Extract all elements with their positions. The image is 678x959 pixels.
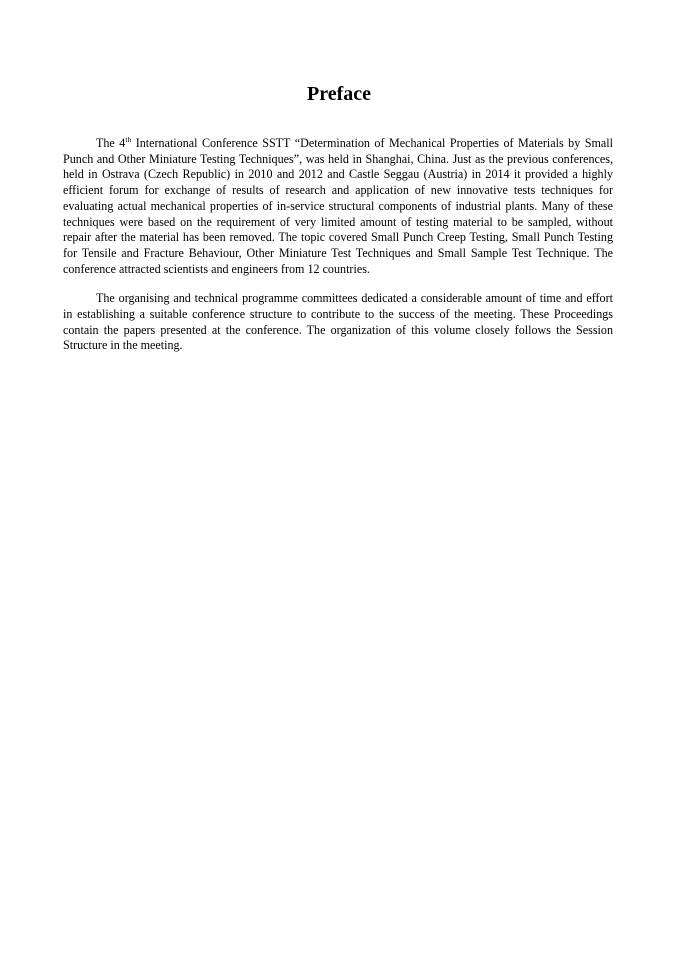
paragraph-intro-start: The 4 <box>96 136 126 150</box>
preface-body <box>63 136 613 368</box>
paragraph-intro-rest: International Conference SSTT “Determination of Mechanical Properties of Materials by Small Punch and Other Miniature Testing Techniques”, was held in Shanghai, China. Just as the previous conferences, held in Ostrava (Czech Republic) in 2010 and 2012 and Castle Seggau (Austria) in 2014 it provided a highly efficient forum for exchange of results of research and application of new innovative tests techniques for evaluating actual mechanical properties of in-service structural components of industrial plants. Many of these techniques were based on the requirement of very limited amount of testing material to be sampled, without repair after the material has been removed. The topic covered Small Punch Creep Testing, Small Punch Testing for Tensile and Fracture Behaviour, Other Miniature Test Techniques and Small Sample Test Technique. The conference attracted scientists and engineers from 12 countries. <box>63 136 613 276</box>
paragraph-intro <box>63 136 613 277</box>
paragraph-committees: The organising and technical programme committees dedicated a considerable amount of time and effort in establishing a suitable conference structure to contribute to the success of the meeting. These Proceedings contain the papers presented at the conference. The organization of this volume closely follows the Session Structure in the meeting. <box>63 291 613 353</box>
ordinal-suffix: th <box>125 135 132 144</box>
page-title: Preface <box>306 83 372 105</box>
